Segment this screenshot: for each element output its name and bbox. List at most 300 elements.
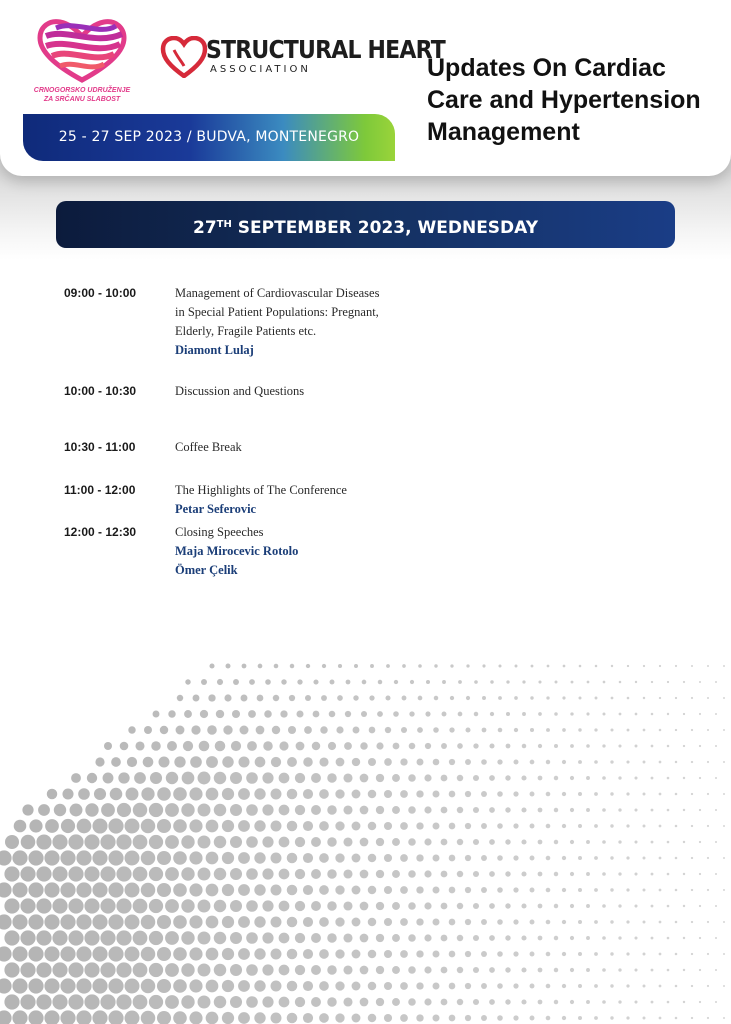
halftone-dot [150,772,162,784]
halftone-dot [28,882,43,897]
halftone-dot [562,824,566,828]
halftone-dot [327,901,337,911]
halftone-dot [513,919,518,924]
halftone-dot [352,950,361,959]
halftone-dot [610,888,613,891]
halftone-dot [683,841,685,843]
halftone-dot [530,920,535,925]
halftone-dot [675,761,677,763]
halftone-dot [246,772,258,784]
halftone-dot [68,962,83,977]
halftone-dot [635,681,637,683]
session-content [175,523,385,580]
halftone-dot [441,903,448,910]
halftone-dot [707,697,709,699]
halftone-dot [376,934,384,942]
halftone-dot [473,935,479,941]
halftone-dot [416,790,423,797]
halftone-dot [594,728,597,731]
halftone-dot [578,952,582,956]
halftone-dot [497,983,503,989]
halftone-dot [675,889,678,892]
halftone-dot [4,994,19,1009]
halftone-dot [352,982,361,991]
halftone-dot [707,761,709,763]
halftone-dot [408,774,416,782]
halftone-dot [449,855,456,862]
halftone-dot [385,727,391,733]
halftone-dot [426,680,430,684]
halftone-dot [238,916,250,928]
halftone-dot [273,695,279,701]
halftone-dot [715,713,717,715]
halftone-dot [457,871,463,877]
halftone-dot [14,820,27,833]
halftone-dot [327,805,337,815]
halftone-dot [238,1012,250,1024]
halftone-dot [159,757,170,768]
halftone-dot [271,981,282,992]
halftone-dot [409,743,416,750]
halftone-dot [376,966,384,974]
heart-outline-icon [160,36,208,78]
halftone-dot [723,793,725,795]
halftone-dot [497,759,502,764]
halftone-dot [554,1000,558,1004]
halftone-dot [400,758,407,765]
halftone-dot [643,665,645,667]
halftone-dot [521,871,526,876]
halftone-dot [76,914,91,929]
halftone-dot [319,949,329,959]
halftone-dot [618,936,621,939]
halftone-dot [167,741,177,751]
halftone-dot [368,886,377,895]
halftone-dot [699,1001,701,1003]
halftone-dot [481,823,487,829]
halftone-dot [240,726,249,735]
halftone-dot [578,888,582,892]
halftone-dot [505,839,510,844]
halftone-dot [683,681,685,683]
halftone-dot [433,759,440,766]
halftone-dot [465,855,471,861]
halftone-dot [222,1012,234,1024]
halftone-dot [643,921,646,924]
halftone-dot [206,916,219,929]
halftone-dot [538,680,541,683]
halftone-dot [370,664,374,668]
halftone-dot [416,982,423,989]
halftone-dot [392,838,400,846]
halftone-dot [424,806,431,813]
halftone-dot [135,741,144,750]
halftone-dot [125,979,140,994]
halftone-dot [659,729,662,732]
halftone-dot [416,886,423,893]
halftone-dot [70,804,83,817]
halftone-dot [707,793,709,795]
halftone-dot [376,774,384,782]
halftone-dot [667,745,670,748]
halftone-dot [505,903,510,908]
halftone-dot [473,775,479,781]
halftone-dot [715,1001,717,1003]
halftone-dot [330,680,335,685]
halftone-dot [4,930,19,945]
halftone-dot [481,759,487,765]
halftone-dot [84,834,99,849]
halftone-dot [418,696,423,701]
halftone-dot [360,742,367,749]
halftone-dot [222,788,234,800]
halftone-dot [643,761,646,764]
halftone-dot [327,965,337,975]
halftone-dot [206,756,218,768]
halftone-dot [100,994,115,1009]
halftone-dot [384,886,392,894]
halftone-dot [144,726,152,734]
halftone-dot [627,665,629,667]
halftone-dot [530,952,535,957]
halftone-dot [715,681,717,683]
halftone-dot [116,866,131,881]
halftone-dot [246,964,258,976]
halftone-dot [611,665,613,667]
halftone-dot [667,777,670,780]
halftone-dot [287,853,298,864]
halftone-dot [345,711,351,717]
halftone-dot [651,905,654,908]
halftone-dot [200,710,208,718]
halftone-dot [554,808,558,812]
halftone-dot [522,712,526,716]
halftone-dot [254,1012,265,1023]
halftone-dot [555,681,558,684]
halftone-dot [457,999,463,1005]
halftone-dot [303,757,313,767]
halftone-dot [12,914,27,929]
halftone-dot [497,823,503,829]
halftone-dot [311,837,321,847]
halftone-dot [643,825,646,828]
halftone-dot [497,1015,503,1021]
halftone-dot [651,681,653,683]
halftone-dot [149,899,163,913]
halftone-dot [595,665,598,668]
halftone-dot [506,744,511,749]
halftone-dot [441,935,448,942]
halftone-dot [214,804,226,816]
halftone-dot [715,841,717,843]
halftone-dot [100,930,115,945]
halftone-dot [384,1014,392,1022]
halftone-dot [667,969,670,972]
halftone-dot [92,946,107,961]
session-topic: Management of Cardiovascular Diseases in Special Patient Populations: Pregnant, Elderly, Fragile Patients etc. [175,286,380,338]
halftone-dot [125,947,140,962]
halftone-dot [602,744,605,747]
halftone-dot [84,866,99,881]
halftone-dot [28,914,43,929]
halftone-dot [707,857,709,859]
halftone-dot [214,836,226,848]
halftone-dot [554,776,558,780]
halftone-dot [715,745,717,747]
halftone-dot [198,964,211,977]
halftone-dot [400,918,408,926]
halftone-dot [181,899,194,912]
halftone-dot [272,726,280,734]
halftone-dot [651,809,654,812]
halftone-dot [594,984,598,988]
halftone-dot [303,821,313,831]
halftone-dot [602,968,606,972]
halftone-dot [386,664,390,668]
halftone-dot [189,1011,202,1024]
halftone-dot [287,981,298,992]
halftone-dot [230,804,242,816]
halftone-dot [667,937,670,940]
halftone-dot [111,757,121,767]
halftone-dot [360,902,369,911]
halftone-dot [554,968,558,972]
halftone-dot [578,728,581,731]
halftone-dot [321,695,327,701]
halftone-dot [675,825,678,828]
halftone-dot [562,984,566,988]
halftone-dot [400,982,408,990]
halftone-dot [417,727,423,733]
halftone-dot [659,697,661,699]
halftone-dot [262,900,273,911]
halftone-dot [222,980,234,992]
halftone-dot [376,806,384,814]
halftone-dot [157,851,171,865]
halftone-dot [141,883,156,898]
heart-ribbon-icon [36,18,128,84]
date-location: 25 - 27 SEP 2023 / BUDVA, MONTENEGRO [58,129,360,145]
halftone-dot [206,884,219,897]
halftone-dot [449,823,456,830]
halftone-dot [100,834,115,849]
halftone-dot [392,966,400,974]
halftone-dot [562,1016,566,1020]
halftone-dot [418,664,422,668]
halftone-dot [408,902,416,910]
halftone-dot [554,840,558,844]
halftone-dot [110,788,123,801]
halftone-dot [659,665,661,667]
halftone-dot [489,743,494,748]
halftone-dot [505,807,510,812]
halftone-dot [344,742,352,750]
halftone-dot [214,868,226,880]
halftone-dot [360,838,369,847]
halftone-dot [465,919,471,925]
halftone-dot [60,946,75,961]
halftone-dot [473,999,479,1005]
halftone-dot [546,856,551,861]
halftone-dot [570,744,574,748]
halftone-dot [68,994,83,1009]
halftone-dot [400,1014,408,1022]
halftone-dot [181,931,194,944]
halftone-dot [353,695,358,700]
halftone-dot [92,978,107,993]
halftone-dot [424,934,431,941]
halftone-dot [723,953,725,955]
halftone-dot [691,921,693,923]
halftone-dot [360,774,369,783]
halftone-dot [319,757,328,766]
halftone-dot [125,883,140,898]
halftone-dot [707,825,709,827]
halftone-dot [683,1001,685,1003]
halftone-dot [246,868,258,880]
halftone-dot [683,969,685,971]
halftone-dot [723,825,725,827]
halftone-dot [231,741,241,751]
halftone-dot [12,850,27,865]
halftone-dot [586,776,590,780]
halftone-dot [238,948,250,960]
halftone-dot [181,995,194,1008]
halftone-dot [635,713,638,716]
halftone-dot [149,931,163,945]
halftone-dot [626,824,629,827]
halftone-dot [449,727,454,732]
halftone-dot [651,713,654,716]
halftone-dot [562,760,566,764]
halftone-dot [279,805,290,816]
halftone-dot [675,665,677,667]
halftone-dot [352,822,361,831]
halftone-dot [400,886,408,894]
halftone-dot [667,713,669,715]
halftone-dot [207,725,217,735]
halftone-dot [68,898,83,913]
halftone-dot [198,868,211,881]
halftone-dot [189,883,202,896]
halftone-dot [489,903,495,909]
halftone-dot [279,741,288,750]
halftone-dot [416,854,423,861]
halftone-dot [521,839,526,844]
halftone-dot [627,697,630,700]
halftone-dot [586,936,590,940]
halftone-dot [230,772,242,784]
halftone-dot [482,664,485,667]
halftone-dot [449,1015,456,1022]
halftone-dot [352,886,361,895]
halftone-dot [160,726,168,734]
halftone-dot [133,931,148,946]
halftone-dot [368,918,377,927]
halftone-dot [376,742,383,749]
halftone-dot [295,805,305,815]
halftone-dot [173,915,187,929]
halftone-dot [546,728,550,732]
halftone-dot [578,856,582,860]
halftone-dot [327,837,337,847]
halftone-dot [242,664,247,669]
day-heading [56,201,675,252]
halftone-dot [626,888,629,891]
halftone-dot [473,903,479,909]
halftone-dot [376,998,384,1006]
halftone-dot [457,807,463,813]
halftone-dot [393,743,400,750]
halftone-dot [328,742,336,750]
halftone-dot [206,820,219,833]
halftone-dot [594,920,598,924]
halftone-dot [343,933,352,942]
halftone-dot [352,854,361,863]
halftone-dot [481,951,487,957]
halftone-dot [319,917,329,927]
halftone-dot [256,726,265,735]
halftone-dot [546,824,551,829]
halftone-dot [153,711,160,718]
halftone-dot [611,697,614,700]
halftone-dot [594,952,598,956]
halftone-dot [233,679,239,685]
halftone-dot [683,937,685,939]
halftone-dot [230,836,242,848]
halftone-dot [521,967,526,972]
halftone-dot [173,819,187,833]
halftone-dot [498,696,502,700]
halftone-dot [634,936,637,939]
halftone-dot [457,775,463,781]
halftone-dot [12,978,27,993]
halftone-dot [392,870,400,878]
halftone-dot [409,711,414,716]
halftone-dot [570,712,573,715]
halftone-dot [441,807,448,814]
halftone-dot [699,905,701,907]
halftone-dot [343,965,352,974]
halftone-dot [715,809,717,811]
halftone-dot [343,773,352,782]
halftone-dot [481,1015,487,1021]
halftone-dot [513,791,518,796]
halftone-dot [21,835,36,850]
halftone-dot [157,1011,171,1024]
halftone-dot [12,1010,27,1024]
halftone-dot [618,808,621,811]
halftone-dot [401,727,407,733]
halftone-dot [634,808,637,811]
halftone-dot [173,947,187,961]
halftone-dot [141,819,156,834]
halftone-dot [691,793,693,795]
halftone-dot [433,983,440,990]
halftone-dot [521,903,526,908]
halftone-dot [247,741,257,751]
session-content [175,438,385,457]
halftone-dot [408,838,416,846]
halftone-dot [610,952,613,955]
halftone-dot [44,946,59,961]
halftone-dot [303,949,313,959]
halftone-dot [116,834,131,849]
halftone-dot [173,979,187,993]
halftone-dot [279,997,290,1008]
halftone-dot [133,995,148,1010]
halftone-dot [246,932,258,944]
